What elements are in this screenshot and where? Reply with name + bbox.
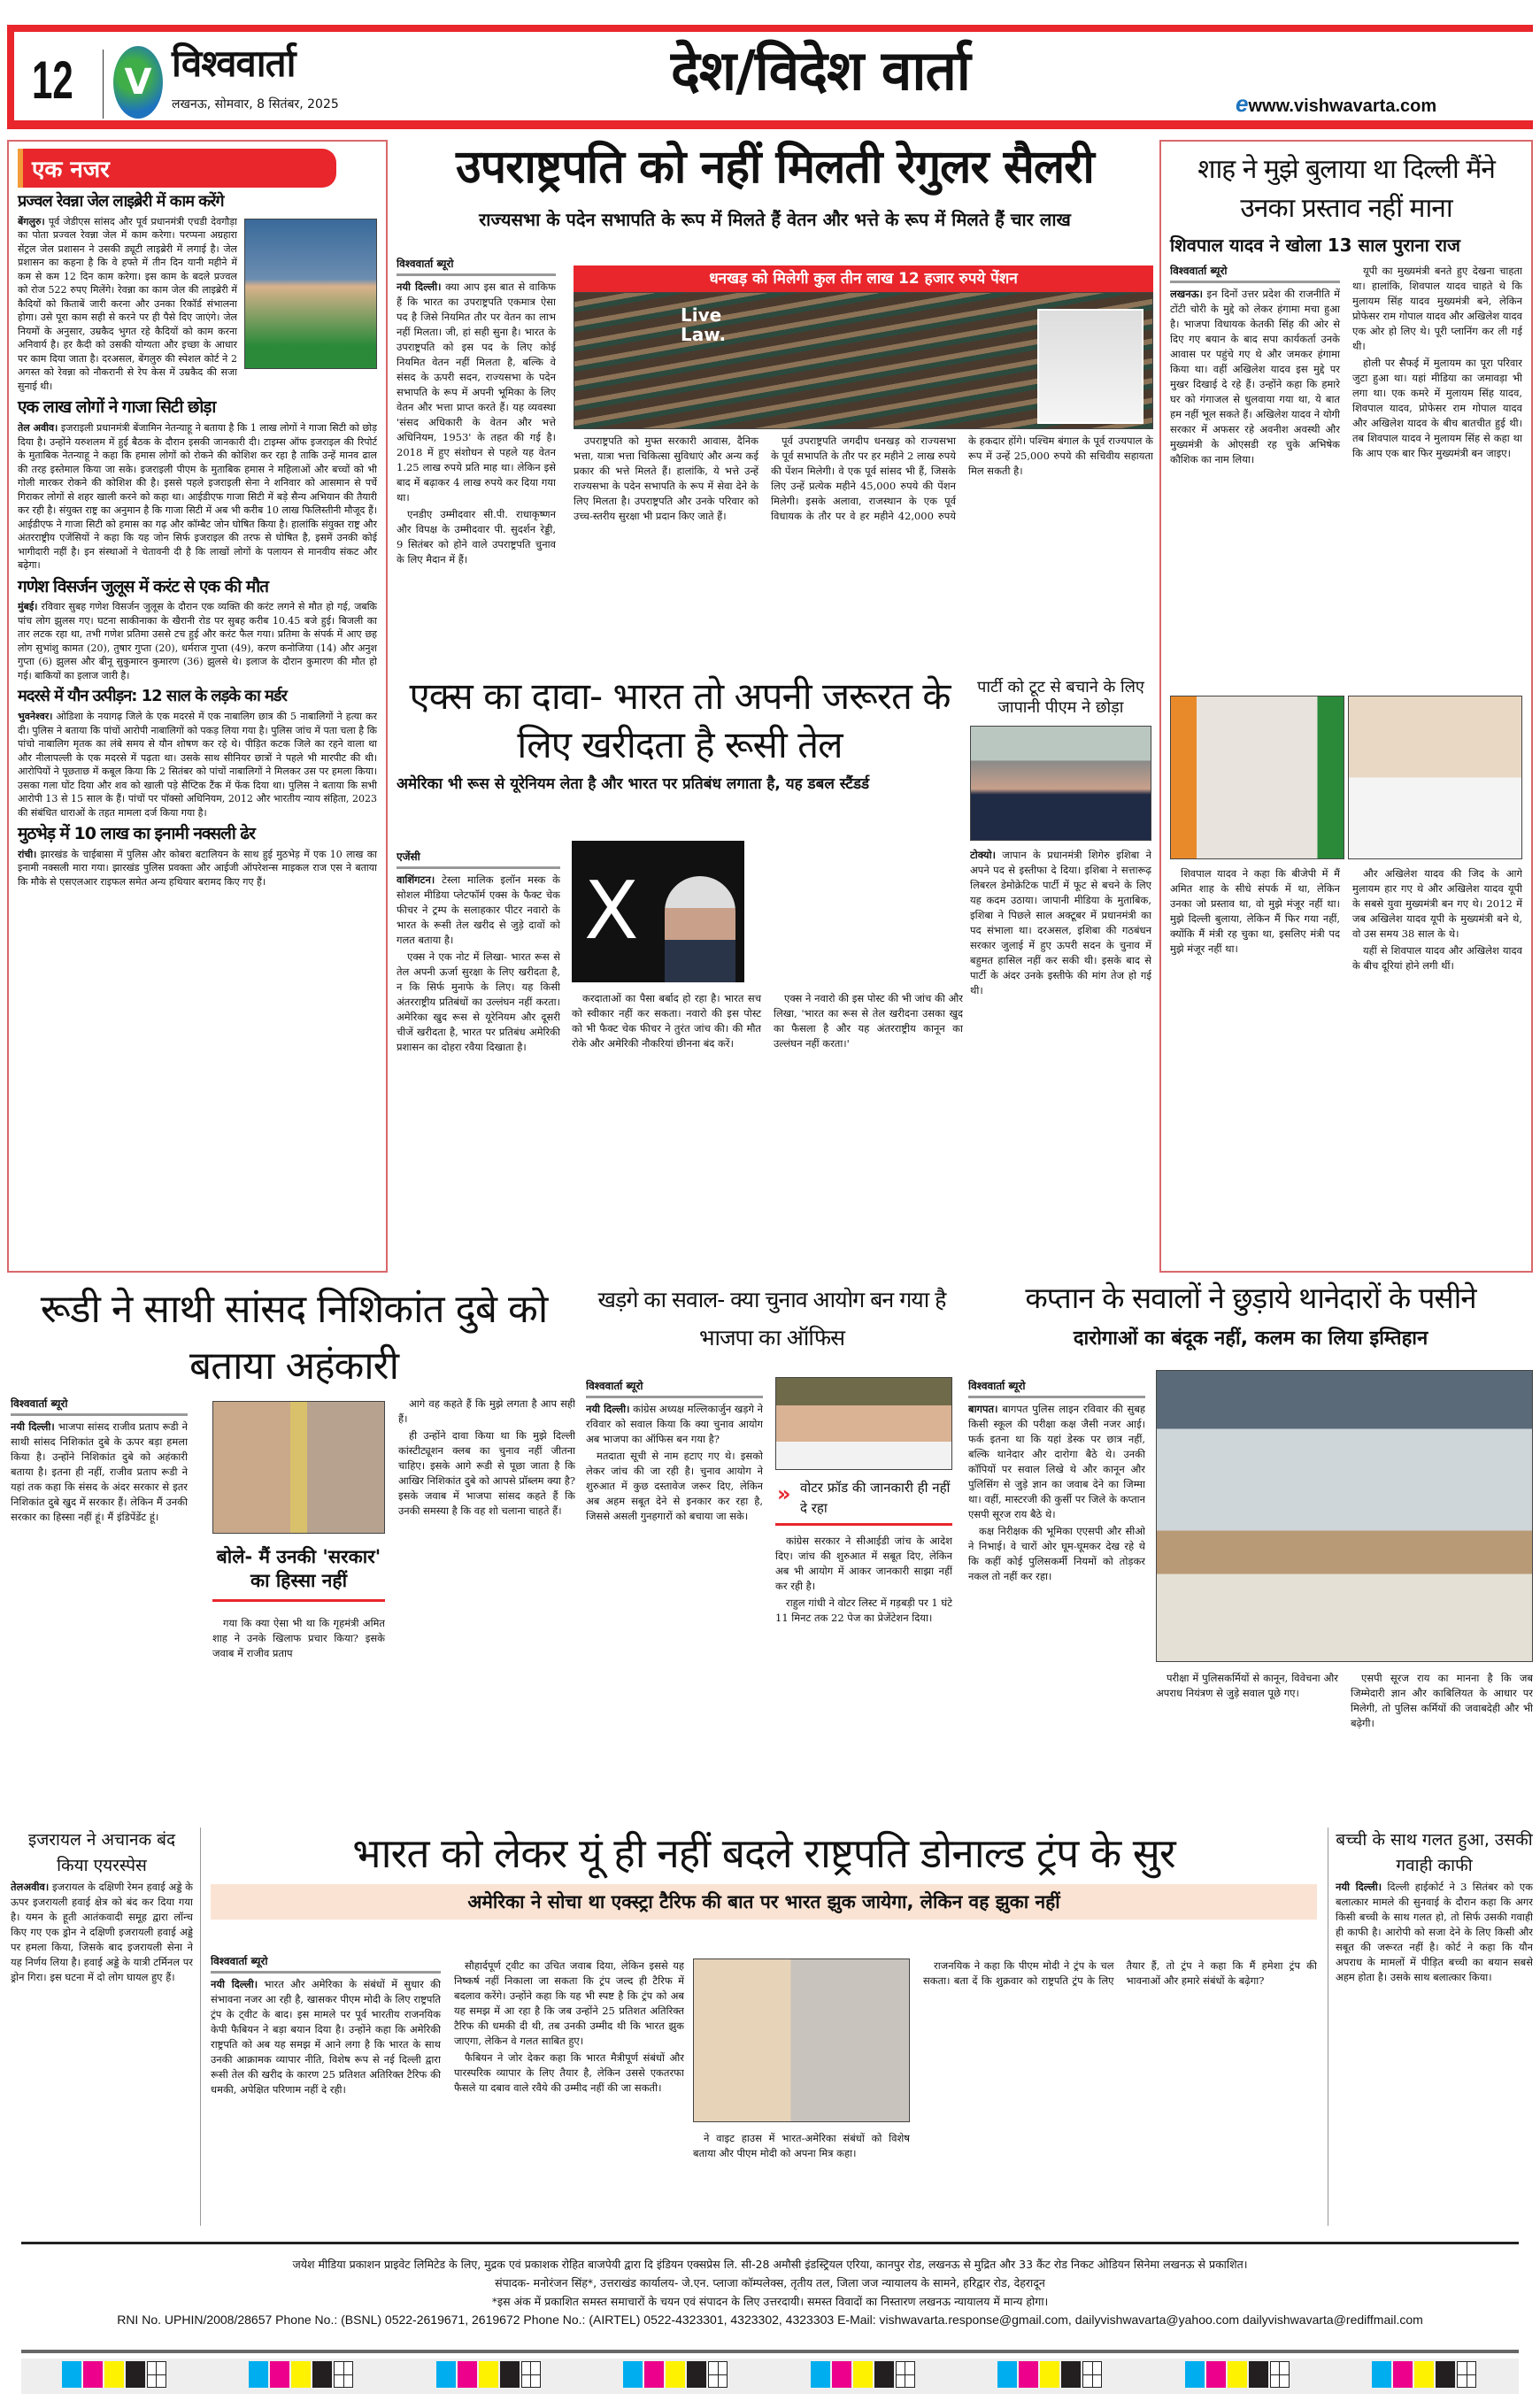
story-body: पूर्व उपराष्ट्रपति जगदीप धनखड़ को राज्यसभा के पूर्व सभापति के तौर पर हर महीने 2 लाख रुपये की पेंशन मिलेगी। वे एक पूर्व सांसद भी हैं, जिसके लिए उन्हें प्रत्येक महीने 45,000 रुपये की पेंशन मिलेगी। इसके अलावा, राजस्थान के एक पूर्व विधायक के तौर पर वे हर महीने 42,000 रुपये के हकदार होंगे। पश्चिम बंगाल के पूर्व राज्यपाल के रूप में उन्हें 25,000 रुपये की सचिवीय सहायता मिल सकती है। [771,435,1153,522]
dateline: भुवनेश्वर। [18,711,53,723]
color-patch [83,2361,103,2388]
story-body: राजनयिक ने कहा कि पीएम मोदी ने ट्रंप के चल सकता। बता दें कि शुक्रवार को राष्ट्रपति ट्रंप के लिए तैयार हैं, तो ट्रंप ने कहा कि मैं हमेशा ट्रंप की भावनाओं और हमारे संबंधों के बढ़ेगा? [923,1959,1317,1987]
story-body: दिल्ली हाईकोर्ट ने 3 सितंबर को एक बलात्कार मामले की सुनवाई के दौरान कहा कि अगर किसी बच्ची के साथ गलत हो, तो सिर्फ उसकी गवाही ही काफी है। आरोपी को सजा देने के लिए किसी और सबूत की जरूरत नहीं है। कोर्ट ने कहा कि यौन अपराध के मामलों में पीड़ित बच्ची का बयान सबसे अहम होता है। उसके साथ बलात्कार किया। [1336,1880,1533,1983]
story-gaza [18,398,377,572]
shah-headline: शाह ने मुझे बुलाया था दिल्ली मैंने उनका प्रस्ताव नहीं माना [1197,154,1495,224]
color-patch [291,2361,311,2388]
color-patch [126,2361,145,2388]
israel-headline: इजरायल ने अचानक बंद किया एयरस्पेस [27,1830,176,1876]
story-prajwal [18,193,377,393]
rudy-story [11,1281,577,1812]
masthead [7,25,1533,129]
byline: विश्ववार्ता ब्यूरो [586,1379,763,1398]
dateline: तेलअवीव। [11,1880,50,1893]
story-body: उपराष्ट्रपति को मुफ्त सरकारी आवास, दैनिक भत्ता, यात्रा भत्ता चिकित्सा सुविधाएं और अन्य कई प्रकार की भत्ते मिलते हैं। हालांकि, ये भत्ते उन्हें राज्यसभा के पदेन सभापति के रूप में सेवा देने के लिए मिलता है। उपराष्ट्रपति और उनके परिवार को उच्च-स्तरीय सुरक्षा भी प्रदान किए जाते हैं। [574,435,758,522]
story-body: सौहार्दपूर्ण ट्वीट का उचित जवाब दिया, लेकिन इससे यह निष्कर्ष नहीं निकाला जा सकता कि ट्रंप जल्द ही टैरिफ में बदलाव करेंगे। उन्होंने कहा कि यह भी स्पष्ट है कि ट्रंप को अब यह समझ में आ रहा है कि जब उन्होंने 25 प्रतिशत अतिरिक्त टैरिफ की धमकी दी थी, तब उनकी उम्मीद थी कि भारत झुक जाएगा, लेकिन वे गलत साबित हुए। [454,1959,684,2047]
color-patch [811,2361,830,2388]
dateline: लखनऊ, सोमवार, 8 सितंबर, 2025 [172,97,339,112]
photo-banner: धनखड़ को मिलेगी कुल तीन लाख 12 हजार रुपये पेंशन [574,265,1153,292]
cmyk-patch-group [811,2361,917,2391]
color-patch [1436,2361,1455,2388]
story-body: टेस्ला मालिक इलॉन मस्क के सोशल मीडिया प्लेटफॉर्म एक्स के फैक्ट चेक फीचर ने ट्रम्प के सलाहकार पीटर नवारो के भारत के रूसी तेल खरीद से जुड़े दावों को गलत बताया है। [397,873,560,946]
registration-mark-icon [1082,2361,1102,2388]
ek-nazar-box [7,140,388,1273]
story-body: यूपी का मुख्यमंत्री बनते हुए देखना चाहता था। हालांकि, शिवपाल यादव चाहते थे कि मुलायम सिंह यादव मुख्यमंत्री बने, लेकिन प्रोफेसर राम गोपाल यादव और अखिलेश यादव एक ओर हो लिए थे। पूरी प्लानिंग कर ली गई थी। [1352,265,1522,352]
color-patch [1414,2361,1434,2388]
cmyk-patch-group [249,2361,355,2391]
registration-mark-icon [1457,2361,1476,2388]
oil-headline: एक्स का दावा- भारत तो अपनी जरूरत के लिए खरीदता है रूसी तेल [409,674,951,766]
story-body: ओडिशा के नयागढ़ जिले के एक मदरसे में एक नाबालिग छात्र की 5 नाबालिगों ने हत्या कर दी। पुलिस ने बताया कि पांचों आरोपी नाबालिगों को पकड़ लिया गया है। पुलिस जांच में पता चला है कि पांचो नाबालिग मृतक का लंबे समय से यौन शोषण कर रहे थे। पीड़ित कटक जिले का रहने वाला था और नीलापल्ली के एक मदरसे में पढ़ता था। उसके साथ सीनियर छात्रों ने पहले भी मारपीट की थी। आरोपियों ने पूछताछ में कबूल किया कि 2 सितंबर को पांचों नाबालिगों ने मिलकर उस पर हमला किया। उसका गला घोंट दिया और शव को खाली पड़े सैप्टिक टैंक में फेंक दिया था। पुलिस ने बताया कि सभी आरोपी 13 से 15 साल के हैं। पांचों पर पॉक्सो अधिनियम, 2012 और भारतीय न्याय संहिता, 2023 की संबंधित धाराओं के तहत मामला दर्ज किया गया है। [18,711,377,819]
story-body: ने वाइट हाउस में भारत-अमेरिका संबंधों को विशेष बताया और पीएम मोदी को अपना मित्र कहा। [693,2132,910,2159]
story-body: एक्स ने नवारो की इस पोस्ट की भी जांच की और लिखा, 'भारत का रूस से तेल खरीदना उसका खुद का फैसला है और यह अंतरराष्ट्रीय कानून का उल्लंघन नहीं करता।' [774,992,963,1050]
cmyk-patch-group [623,2361,729,2391]
byline: विश्ववार्ता ब्यूरो [211,1954,441,1974]
kaptan-subhead: दारोगाओं का बंदूक नहीं, कलम का लिया इम्तिहान [1073,1327,1428,1350]
color-registration-strip [21,2359,1519,2394]
dateline: टोक्यो। [970,848,996,861]
story-body: रविवार सुबह गणेश विसर्जन जुलूस के दौरान एक व्यक्ति की करंट लगने से मौत हो गई, जबकि पांच लोग झुलस गए। घटना साकीनाका के खैरानी रोड पर सुबह करीब 10.45 बजे हुई। बिजली का तार लटक रहा था, तभी गणेश प्रतिमा उससे टच हुई और करंट फैल गया। प्रतिमा के संपर्क में आए छह लोग सुभांशु कामत (20), तुषार गुप्ता (20), धर्मराज गुप्ता (49), करण कनोजिया (14) और अनुश गुप्ता (6) झुलस और बीनू सुकुमारन कुमारण (36) झुलसे थे। इलाज के दौरान कुमारण की मौत हो गई। बाकियों का इलाज जारी है। [18,601,377,681]
kaptan-story [968,1281,1533,1812]
trump-headline: भारत को लेकर यूं ही नहीं बदले राष्ट्रपति डोनाल्ड ट्रंप के सुर [352,1829,1175,1877]
story-body: कक्ष निरीक्षक की भूमिका एएसपी और सीओ ने निभाई। वे चारों ओर घूम-घूमकर देख रहे थे कि कहीं कोई पुलिसकर्मी नियमों को तोड़कर नकल तो नहीं कर रहा। [968,1525,1145,1582]
paper-logo-icon: V [113,46,163,119]
cmyk-patch-group [1372,2361,1478,2391]
contact-line: RNI No. UPHIN/2008/28657 Phone No.: (BSNL) 0522-2619671, 2619672 Phone No.: (AIRTEL) 0522-4323301, 4323302, 4323303 E-Mail: vishwavarta.response@gmail.com, dailyvishwavarta@yahoo.com dailyvishwavarta@rediffmail.com [117,2313,1423,2327]
color-patch [1019,2361,1038,2388]
story-body: इन दिनों उत्तर प्रदेश की राजनीति में टोंटी चोरी के मुद्दे को लेकर हंगामा मचा हुआ है। भाजपा विधायक केतकी सिंह की ओर से दिए गए बयान के बाद सपा कार्यकर्ता उनके आवास पर पहुंचे गए थे और जमकर हंगामा किया था। वहीं अखिलेश यादव इस मुद्दे पर मुखर दिखाई दे रहे हैं। उन्होंने कहा कि हमारे घर को गंगाजल से धुलवाया गया था, ये बात हम नहीं भूल सकते हैं। अखिलेश यादव ने योगी सरकार में अफसर रहे अवनीश अवस्थी और मुख्यमंत्री के ओएसडी रह चुके अभिषेक कौशिक का नाम लिया। [1170,288,1340,466]
dateline: नयी दिल्ली। [586,1403,630,1415]
registration-mark-icon [147,2361,166,2388]
story-body: परीक्षा में पुलिसकर्मियों से कानून, विवेचना और अपराध नियंत्रण से जुड़े सवाल पूछे गए। [1156,1672,1338,1699]
color-patch [1228,2361,1247,2388]
story-body: इजराइली प्रधानमंत्री बेंजामिन नेतन्याहू ने बताया है कि 1 लाख लोगों ने गाजा सिटी को छोड़ दिया है। उन्होंने यरुशलम में हुई बैठक के दौरान इसकी जानकारी दी। टाइम्स ऑफ इजराइल की रिपोर्ट के मुताबिक नेतन्याहू ने कहा कि हमास लोगों को रोकने की कोशिश कर रहा है ताकि उन्हें मानव ढाल की तरह इस्तेमाल किया जा सके। इजराइली पीएम के मुताबिक हमास ने महिलाओं और बच्चों को भी गोली मारकर रोकने की कोशिश की है। इससे पहले इजराइली सेना ने शनिवार को आसमान से पर्चे गिराकर लोगों से शहर खाली करने को कहा था। आईडीएफ गाजा सिटी में बड़े सैन्य अभियान की तैयारी कर रही है। संयुक्त राष्ट्र का अनुमान है कि गाजा सिटी में अब भी करीब 10 लाख फिलिस्तीनी मौजूद हैं। आईडीएफ ने गाजा सिटी को हमास का गढ़ और कॉम्बैट जोन घोषित किया है। हालांकि संयुक्त राष्ट्र और अंतरराष्ट्रीय एजेंसियों ने कहा कि यह जोन सिर्फ इजराइल की तरफ से घोषित है, इसमें उनकी कोई भागीदारी नहीं है। इन संस्थाओं ने चेतावनी दी है कि लाखों लोगों के पलायन से मानवीय संकट और बढ़ेगा। [18,422,377,572]
rudy-headline: रूडी ने साथी सांसद निशिकांत दुबे को बताया अहंकारी [40,1287,548,1389]
story-body: फैबियन ने जोर देकर कहा कि भारत मैत्रीपूर्ण संबंधों और पारस्परिक व्यापार के लिए तैयार है, लेकिन उससे एकतरफा फैसले या दबाव वाले रवैये की उम्मीद नहीं की जा सकती। [454,2051,684,2094]
color-patch [312,2361,332,2388]
double-chevron-icon: » [777,1481,791,1506]
story-body: कांग्रेस अध्यक्ष मल्लिकार्जुन खड़गे ने रविवार को सवाल किया कि क्या चुनाव आयोग अब भाजपा का ऑफिस बन गया है? [586,1403,763,1445]
dateline: नयी दिल्ली। [211,1978,258,1990]
registration-mark-icon [708,2361,728,2388]
color-patch [500,2361,520,2388]
color-patch [479,2361,498,2388]
dateline: नयी दिल्ली। [1336,1880,1382,1893]
registration-mark-icon [1270,2361,1290,2388]
story-body: करदाताओं का पैसा बर्बाद हो रहा है। भारत सच को स्वीकार नहीं कर सकता। नवारो की इस पोस्ट को भी फैक्ट चेक फीचर ने तुरंत जांच की। की मौत रोके और अमेरिकी नौकरियां छीनना बंद करें। [572,992,761,1050]
color-patch [644,2361,664,2388]
imprint-line: जयेश मीडिया प्रकाशन प्राइवेट लिमिटेड के लिए, मुद्रक एवं प्रकाशक रोहित बाजपेयी द्वारा दि इंडियन एक्सप्रेस लि. सी-28 अमौसी इंडस्ट्रियल एरिया, कानपुर रोड, लखनऊ से मुद्रित और 33 कैंट रोड निकट ओडियन सिनेमा लखनऊ से प्रकाशित। [292,2258,1248,2271]
shah-subhead: शिवपाल यादव ने खोला 13 साल पुराना राज [1170,235,1460,256]
story-body: एसपी सूरज राय का मानना है कि जब जिम्मेदारी ज्ञान और काबिलियत के आधार पर मिलेगी, तो पुलिस कर्मियों की जवाबदेही और भी बढ़ेगी। [1351,1672,1533,1729]
japan-headline: पार्टी को टूट से बचाने के लिए जापानी पीएम ने छोड़ा [977,678,1144,718]
shah-story [1159,140,1533,1273]
story-body: मतदाता सूची से नाम हटाए गए थे। इसको लेकर जांच की जा रही है। चुनाव आयोग ने शुरुआत में कुछ दस्तावेज जरूर दिए, लेकिन अब अहम सबूत देने से इनकार कर रहा है, जिससे असली गुनहगारों को बचाया जा सके। [586,1450,763,1522]
color-patch [997,2361,1017,2388]
color-patch [853,2361,873,2388]
imprint [21,2255,1519,2329]
page-number: 12 [32,50,73,110]
x-navarro-photo [572,841,744,982]
section-title: देश/विदेश वार्ता [671,38,970,103]
color-patch [62,2361,81,2388]
color-patch [874,2361,894,2388]
byline: विश्ववार्ता ब्यूरो [11,1397,188,1416]
footer-rule [21,2242,1519,2244]
cmyk-patch-group [997,2361,1104,2391]
story-body: जापान के प्रधानमंत्री शिगेरु इशिबा ने अपने पद से इस्तीफा दे दिया। इशिबा ने सत्तारूढ़ लिबरल डेमोक्रेटिक पार्टी में फूट से बचने के लिए यह कदम उठाया। जापानी मीडिया के मुताबिक, इशिबा ने पिछले साल अक्टूबर में प्रधानमंत्री का पद संभाला था। दरअसल, इशिबा की गठबंधन सरकार जुलाई में हुए ऊपरी सदन के चुनाव में बहुमत हासिल नहीं कर सकी थी। इसके बाद से पार्टी के अंदर उनके इस्तीफे की मांग तेज हो गई थी। [970,848,1151,997]
japan-story [970,677,1151,1270]
rudy-dubey-photo [212,1401,385,1534]
story-body: झारखंड के चाईबासा में पुलिस और कोबरा बटालियन के साथ हुई मुठभेड़ में एक 10 लाख का इनामी नक्सली मारा गया। झारखंड पुलिस प्रवक्ता और आईजी ऑपरेशन्स माइकल राज एस ने बताया कि मौके से एसएलआर राइफल समेत अन्य हथियार बरामद किए गए हैं। [18,848,377,888]
x-logo-icon: X [584,865,639,958]
kaptan-headline: कप्तान के सवालों ने छुड़ाये थानेदारों के पसीने [1025,1281,1476,1315]
exam-hall-photo [1156,1370,1533,1662]
ek-nazar-label: एक नजर [18,149,336,188]
story-body: भारत और अमेरिका के संबंधों में सुधार की संभावना नजर आ रही है, खासकर पीएम मोदी के लिए राष्ट्रपति ट्रंप के ट्वीट के बाद। इस मामले पर पूर्व भारतीय राजनयिक केपी फैबियन ने बड़ा बयान दिया है। उन्होंने कहा कि अमेरिकी राष्ट्रपति को अब यह समझ में आने लगा है कि भारत के साथ उनकी आक्रामक व्यापार नीति, विशेष रूप से नई दिल्ली द्वारा रूसी तेल की खरीद के कारण 25 प्रतिशत अतिरिक्त टैरिफ की धमकी, अपेक्षित परिणाम नहीं दे रही। [211,1978,441,2096]
story-body: गया कि क्या ऐसा भी था कि गृहमंत्री अमित शाह ने उनके खिलाफ प्रचार किया? इसके जवाब में राजीव प्रताप [212,1617,385,1659]
trump-modi-photo [693,1959,910,2122]
story-body: क्या आप इस बात से वाकिफ हैं कि भारत का उपराष्ट्रपति एकमात्र ऐसा पद है जिसे नियमित तौर पर वेतन का लाभ नहीं मिलता। जी, हां सही सुना है। भारत के उपराष्ट्रपति को इस पद के लिए कोई नियमित वेतन नहीं मिलता है, बल्कि वे संसद के ऊपरी सदन, राज्यसभा के पदेन सभापति के रूप में अपनी भूमिका के लिए वेतन और भत्ता प्राप्त करते हैं। यह व्यवस्था 'संसद अधिकारी के वेतन और भत्ते अधिनियम, 1953' के तहत की गई है। 2018 में हुए संशोधन से पहले यह वेतन 1.25 लाख रुपये प्रति माह था। लेकिन इसे बाद में बढ़ाकर 4 लाख रुपये कर दिया गया था। [397,281,556,504]
byline: विश्ववार्ता ब्यूरो [1170,264,1340,283]
story-body: बागपत पुलिस लाइन रविवार की सुबह किसी स्कूल की परीक्षा कक्ष जैसी नजर आई। फर्क इतना था कि यहां डेस्क पर छात्र नहीं, बल्कि थानेदार और दारोगा बैठे थे। उनकी कॉपियों पर सवाल लिखे थे और कानून और पुलिसिंग से जुड़े ज्ञान का जवाब देने का जिम्मा था। वहीं, मास्टरजी की कुर्सी पर जिले के कप्तान एसपी सूरज राय बैठे थे। [968,1403,1145,1520]
oil-story [397,673,963,1270]
dateline: वाशिंगटन। [397,873,435,886]
parliament-photo [574,292,1153,429]
color-patch [270,2361,289,2388]
dateline: मुंबई। [18,601,38,613]
story-body: भाजपा सांसद राजीव प्रताप रूडी ने साथी सांसद निशिकांत दुबे के ऊपर बड़ा हमला किया है। उन्होंने निशिकांत दुबे को अहंकारी बताया है। इतना ही नहीं, राजीव प्रताप रूडी ने यहां तक कहा कि संसद के अंदर सरकार से इतर निशिकांत दुबे खुद में सरकार हैं। लेकिन मैं उनकी सरकार का हिस्सा नहीं हूं। मैं इंडिपेंडेंट हूं। [11,1420,188,1523]
shivpal-photo [1348,696,1522,859]
color-patch [1372,2361,1391,2388]
byline: एजेंसी [397,850,560,869]
cmyk-patch-group [436,2361,543,2391]
story-body: पूर्व जेडीएस सांसद और पूर्व प्रधानमंत्री एचडी देवगौड़ा का पोता प्रज्वल रेवन्ना जेल में काम करेगा। परप्पना अग्रहारा सेंट्रल जेल प्रशासन ने उसकी ड्यूटी लाइब्रेरी में लगाई है। जेल प्रशासन का कहना है कि वे हफ्ते में तीन दिन यानी महीने में कम से कम 12 दिन काम करेगा। इस काम के बदले प्रज्वल को रोज 522 रुपए मिलेंगे। रेवन्ना का काम जेल की लाइब्रेरी में कैदियों को किताबें जारी करना और उनका रिकॉर्ड संभालना होगा। उसे पूरा काम सही से करने पर ही पैसे दिए जाएंगे। जेल नियमों के अनुसार, उम्रकैद भुगत रहे कैदियों को काम करना अनिवार्य है। हर कैदी को उसकी योग्यता और इच्छा के आधार पर काम दिया जाता है। दरअसल, बेंगलुरु की स्पेशल कोर्ट ने 2 अगस्त को रेवन्ना को नौकरानी से रेप केस में उम्रकैद की सजा सुनाई थी। [18,215,237,392]
story-naxal [18,825,377,889]
story-ganesh [18,578,377,683]
header-rule [7,120,1533,129]
website-link[interactable]: ewww.vishwavarta.com [1236,90,1437,117]
dateline: नयी दिल्ली। [397,281,442,293]
color-patch [687,2361,706,2388]
vp-headline: उपराष्ट्रपति को नहीं मिलती रेगुलर सैलरी [456,141,1094,194]
child-headline: बच्ची के साथ गलत हुआ, उसकी गवाही काफी [1336,1830,1533,1876]
color-patch [1185,2361,1205,2388]
color-patch [249,2361,268,2388]
dateline: तेल अवीव। [18,422,58,435]
cmyk-patch-group [62,2361,168,2391]
israel-story [11,1828,201,2226]
color-patch [1040,2361,1059,2388]
color-patch [666,2361,685,2388]
amit-shah-photo [1170,696,1344,859]
kharge-headline: खड़गे का सवाल- क्या चुनाव आयोग बन गया है भाजपा का ऑफिस [597,1287,946,1351]
kharge-pullquote: » वोटर फ्रॉड की जानकारी ही नहीं दे रहा [775,1478,952,1526]
story-madrasa [18,688,377,820]
color-patch [832,2361,851,2388]
headline: प्रज्वल रेवन्ना जेल लाइब्रेरी में काम करेंगे [18,192,224,211]
story-body: और अखिलेश यादव की जिद के आगे मुलायम हार गए थे और अखिलेश यादव यूपी के सबसे युवा मुख्यमंत्री बन गए थे। 2012 में जब अखिलेश यादव यूपी के मुख्यमंत्री बने थे, वो उस समय 38 साल के थे। [1352,867,1522,940]
headline: एक लाख लोगों ने गाजा सिटी छोड़ा [18,397,216,418]
kharge-story [586,1281,958,1812]
story-body: शिवपाल यादव ने कहा कि बीजेपी में मैं अमित शाह के सीधे संपर्क में था, लेकिन उनका जो प्रस्ताव था, वो मुझे मंजूर नहीं था। मुझे दिल्ली बुलाया, लेकिन मैं फिर गया नहीं, क्योंकि मैं मंत्री रह चुका था, इसलिए मंत्री पद मुझे मंजूर नहीं था। [1170,867,1340,955]
trump-story [211,1830,1317,2228]
story-body: होली पर सैफई में मुलायम का पूरा परिवार जुटा हुआ था। यहां मीडिया का जमावड़ा भी लगा था। एक कमरे में मुलायम सिंह यादव, शिवपाल यादव, प्रोफेसर राम गोपाल यादव और अखिलेश यादव के बीच बातचीत हुई थी। तब शिवपाल यादव ने मुलायम सिंह से कहा था कि आप एक बार फिर मुख्यमंत्री बन जाइए। [1352,357,1522,459]
headline: मदरसे में यौन उत्पीड़न: 12 साल के लड़के का मर्डर [18,687,287,706]
color-patch [623,2361,643,2388]
ishiba-photo [970,726,1151,841]
byline: विश्ववार्ता ब्यूरो [397,257,556,276]
story-body: राहुल गांधी ने वोटर लिस्ट में गड़बड़ी पर 1 घंटे 11 मिनट तक 22 पेज का प्रेजेंटेशन दिया। [775,1597,952,1624]
vp-subhead: राज्यसभा के पदेन सभापति के रूप में मिलते हैं वेतन और भत्ते के रूप में मिलते हैं चार लाख [479,208,1071,230]
story-body: एक्स ने एक नोट में लिखा- भारत रूस से तेल अपनी ऊर्जा सुरक्षा के लिए खरीदता है, न कि सिर्फ मुनाफे के लिए। यह किसी अंतरराष्ट्रीय प्रतिबंधों का उल्लंघन नहीं करता। अमेरिका खुद रूस से यूरेनियम और दूसरी चीजें खरीदता है, भारत पर प्रतिबंध अमेरिकी प्रशासन का दोहरा रवैया दिखाता है। [397,950,560,1053]
dateline: रांची। [18,848,37,860]
trump-subhead: अमेरिका ने सोचा था एक्स्ट्रा टैरिफ की बात पर भारत झुक जायेगा, लेकिन वह झुका नहीं [211,1884,1317,1920]
story-body: कांग्रेस सरकार ने सीआईडी जांच के आदेश दिए। जांच की शुरुआत में सबूत दिए, लेकिन अब भी आयोग में आकर जानकारी साझा नहीं कर रही है। [775,1535,952,1592]
color-patch [458,2361,477,2388]
registration-mark-icon [521,2361,541,2388]
color-patch [1206,2361,1226,2388]
registration-mark-icon [896,2361,915,2388]
vp-photo-box [574,265,1153,429]
color-patch [104,2361,124,2388]
color-patch [1249,2361,1268,2388]
kharge-photo [775,1377,952,1470]
story-body: आगे वह कहते हैं कि मुझे लगता है आप सही हैं। [398,1397,575,1425]
byline: विश्ववार्ता ब्यूरो [968,1379,1145,1398]
prajwal-photo [244,219,377,369]
browser-e-icon: e [1236,90,1249,117]
dateline: बेंगलुरु। [18,215,45,227]
rudy-pullquote: बोले- मैं उनकी 'सरकार' का हिस्सा नहीं [212,1545,385,1602]
headline: गणेश विसर्जन जुलूस में करंट से एक की मौत [18,576,268,596]
photo-watermark: Live Law. [681,304,727,345]
color-patch [1393,2361,1413,2388]
cmyk-patch-group [1185,2361,1291,2391]
imprint-line: *इस अंक में प्रकाशित समस्त समाचारों के चयन एवं संपादन के लिए उत्तरदायी। समस्त विवादों का निस्तारण लखनऊ न्यायालय में मान्य होगा। [491,2295,1049,2308]
story-body: एनडीए उम्मीदवार सी.पी. राधाकृष्णन और विपक्ष के उम्मीदवार पी. सुदर्शन रेड्डी, 9 सितंबर को होने वाले उपराष्ट्रपति चुनाव के लिए मैदान में हैं। [397,508,556,566]
paper-name: विश्ववार्ता [172,42,296,85]
vp-story [397,142,1153,664]
color-patch [1061,2361,1081,2388]
story-body: यहीं से शिवपाल यादव और अखिलेश यादव के बीच दूरियां होने लगी थीं। [1352,944,1522,972]
dateline: नयी दिल्ली। [11,1420,55,1433]
imprint-line: संपादक- मनोरंजन सिंह*, उत्तराखंड कार्यालय- जे.एन. प्लाजा कॉम्पलेक्स, तृतीय तल, जिला जज न्यायालय के सामने, हरिद्वार रोड, देहरादून [495,2276,1045,2289]
color-patch [436,2361,456,2388]
child-story [1328,1828,1533,2226]
registration-mark-icon [334,2361,353,2388]
dateline: लखनऊ। [1170,288,1203,300]
dhankhar-photo [1037,309,1143,424]
story-body: ही उन्होंने दावा किया था कि मुझे दिल्ली कांस्टीट्यूशन क्लब का चुनाव नहीं जीतना चाहिए। इसके आगे रूडी से पूछा जाता है कि आखिर निशिकांत दुबे को आपसे प्रॉब्लम क्या है? इसके जवाब में भाजपा सांसद कहते हैं कि उनकी समस्या है कि वह शो चलाना चाहते हैं। [398,1429,575,1517]
dateline: बागपत। [968,1403,998,1415]
headline: मुठभेड़ में 10 लाख का इनामी नक्सली ढेर [18,824,255,844]
oil-subhead: अमेरिका भी रूस से यूरेनियम लेता है और भारत पर प्रतिबंध लगाता है, यह डबल स्टैंडर्ड [397,775,870,794]
story-body: इजरायल के दक्षिणी रेमन हवाई अड्डे के ऊपर इजरायली हवाई क्षेत्र को बंद कर दिया गया है। यमन के हूती आतंकवादी समूह द्वारा लॉन्च किए गए एक ड्रोन ने दक्षिणी इजरायली हवाई अड्डे पर हमला किया, जिसके बाद इजरायली सेना ने यह निर्णय लिया है। हवाई अड्डे के यात्री टर्मिनल पर ड्रोन गिरा। इस घटना में दो लोग घायल हुए हैं। [11,1880,193,1983]
footer-rule [21,2350,1519,2353]
